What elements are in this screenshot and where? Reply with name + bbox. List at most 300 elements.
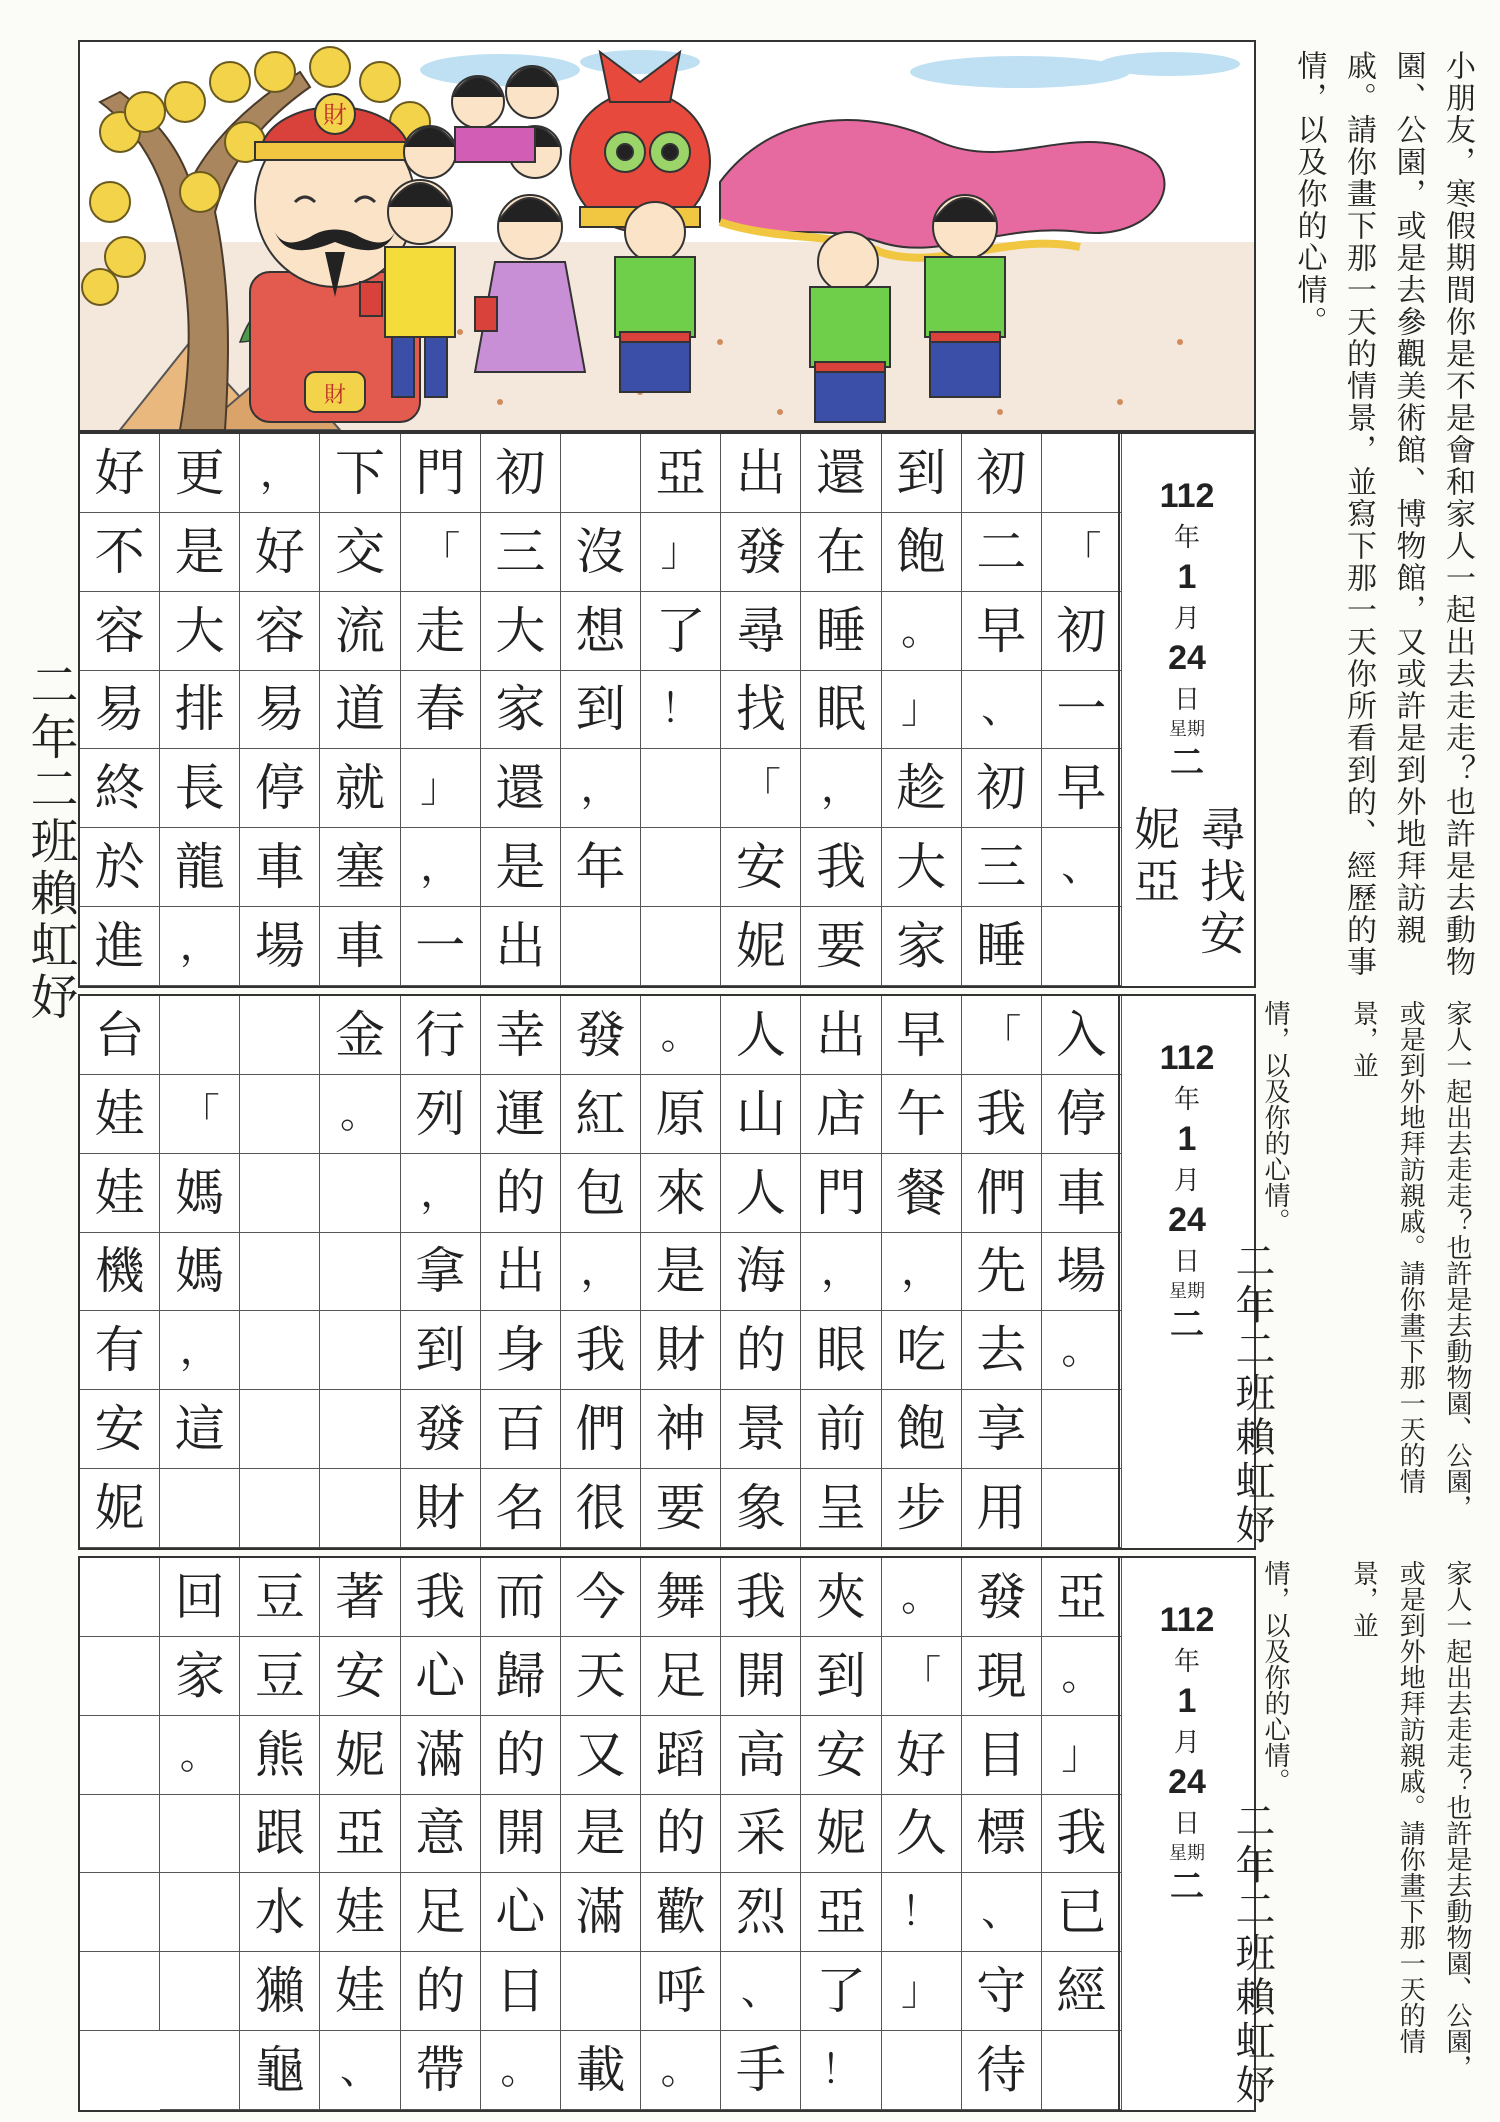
grid-cell: 身 (481, 1311, 561, 1390)
grid-cell: 的 (641, 1795, 721, 1874)
grid-cell: 停 (1042, 1075, 1122, 1154)
grid-cell (80, 1716, 160, 1795)
grid-cell: 排 (160, 671, 240, 750)
grid-cell: 夾 (801, 1558, 881, 1637)
grid-cell: 們 (561, 1390, 641, 1469)
grid-cell: 發 (561, 996, 641, 1075)
grid-cell: 用 (962, 1469, 1042, 1548)
grid-cell: 開 (721, 1637, 801, 1716)
grid-cell: 門 (801, 1154, 881, 1233)
grid-cell: 天 (561, 1637, 641, 1716)
grid-cell: ， (160, 907, 240, 986)
grid-cell: 還 (481, 749, 561, 828)
grid-cell: 尋 (721, 592, 801, 671)
grid-cell: ！ (641, 671, 721, 750)
grid-cell: 「 (962, 996, 1042, 1075)
grid-cell: 」 (1042, 1716, 1122, 1795)
grid-cell: 大 (160, 592, 240, 671)
grid-cell: 列 (401, 1075, 481, 1154)
grid-cell: 出 (721, 434, 801, 513)
date-column (1118, 434, 1254, 986)
grid-cell (561, 434, 641, 513)
grid-cell: 出 (801, 996, 881, 1075)
grid-cell: 目 (962, 1716, 1042, 1795)
grid-cell: 足 (401, 1873, 481, 1952)
date-weekday: 二 (1170, 744, 1204, 783)
grid-cell: 守 (962, 1952, 1042, 2031)
grid-cell: 場 (240, 907, 320, 986)
grid-cell: 終 (80, 749, 160, 828)
grid-cell: ， (240, 434, 320, 513)
grid-cell: 早 (882, 996, 962, 1075)
grid-cell: 要 (801, 907, 881, 986)
author-name: 二年二班賴虹妤 (22, 660, 78, 1024)
writing-panel-2 (78, 994, 1256, 1550)
grid-cell: 走 (401, 592, 481, 671)
grid-cell (80, 1637, 160, 1716)
grid-cell: 娃 (320, 1952, 400, 2031)
grid-cell: 三 (962, 828, 1042, 907)
grid-cell: 。 (882, 592, 962, 671)
grid-cell: ！ (801, 2031, 881, 2110)
grid-cell: 享 (962, 1390, 1042, 1469)
grid-cell (80, 1873, 160, 1952)
grid-cell (240, 1154, 320, 1233)
grid-cell: 、 (962, 671, 1042, 750)
grid-cell: ， (801, 749, 881, 828)
date-month-label: 月 (1173, 1164, 1200, 1195)
grid-cell: 妮 (320, 1716, 400, 1795)
ingot-character: 財 (323, 383, 347, 408)
grid-cell: 「 (721, 749, 801, 828)
grid-cell: 。 (1042, 1637, 1122, 1716)
grid-cell (240, 996, 320, 1075)
grid-cell: 神 (641, 1390, 721, 1469)
grid-cell (160, 1873, 240, 1952)
grid-cell: 蹈 (641, 1716, 721, 1795)
date-year-label: 年 (1173, 1645, 1200, 1676)
grid-cell: 吃 (882, 1311, 962, 1390)
grid-cell: 回 (160, 1558, 240, 1637)
grid-cell: 現 (962, 1637, 1042, 1716)
grid-cell: 紅 (561, 1075, 641, 1154)
grid-cell: 標 (962, 1795, 1042, 1874)
date-weekday: 二 (1170, 1868, 1204, 1907)
grid-cell (1042, 1469, 1122, 1548)
grid-cell (160, 1952, 240, 2031)
grid-cell: 早 (962, 592, 1042, 671)
grid-cell: 「 (160, 1075, 240, 1154)
grid-cell: 是 (160, 513, 240, 592)
grid-cell: 熊 (240, 1716, 320, 1795)
grid-cell: 百 (481, 1390, 561, 1469)
grid-cell: 載 (561, 2031, 641, 2110)
grid-cell: ， (401, 828, 481, 907)
grid-cell: 門 (401, 434, 481, 513)
hat-character: 財 (323, 101, 347, 129)
grid-cell: 久 (882, 1795, 962, 1874)
grid-cell: 還 (801, 434, 881, 513)
grid-cell: 要 (641, 1469, 721, 1548)
grid-cell: 手 (721, 2031, 801, 2110)
grid-cell: 山 (721, 1075, 801, 1154)
grid-cell: 我 (801, 828, 881, 907)
grid-cell (1042, 907, 1122, 986)
grid-cell: 二 (962, 513, 1042, 592)
grid-cell: 一 (401, 907, 481, 986)
date-year-label: 年 (1173, 521, 1200, 552)
grid-cell: 妮 (721, 907, 801, 986)
grid-cell: 到 (401, 1311, 481, 1390)
grid-cell: 三 (481, 513, 561, 592)
grid-cell: 。 (320, 1075, 400, 1154)
author-name: 二年二班賴虹妤 (1229, 1800, 1275, 2108)
grid-cell (561, 1952, 641, 2031)
grid-cell: 入 (1042, 996, 1122, 1075)
grid-cell (1042, 2031, 1122, 2110)
essay-title: 尋找安妮亞 (1127, 805, 1247, 962)
grid-cell: 財 (401, 1469, 481, 1548)
date-year: 112 (1159, 1039, 1215, 1077)
grid-cell: 塞 (320, 828, 400, 907)
grid-cell: 呈 (801, 1469, 881, 1548)
grid-cell: 又 (561, 1716, 641, 1795)
grid-cell: 到 (882, 434, 962, 513)
grid-cell (160, 2031, 240, 2110)
grid-cell: 。 (882, 1558, 962, 1637)
grid-cell: ， (160, 1311, 240, 1390)
grid-cell: 春 (401, 671, 481, 750)
grid-cell: 」 (882, 671, 962, 750)
grid-cell (160, 996, 240, 1075)
grid-cell: 歸 (481, 1637, 561, 1716)
grid-cell (882, 2031, 962, 2110)
grid-cell: 在 (801, 513, 881, 592)
grid-cell: 出 (481, 1233, 561, 1312)
grid-cell: 步 (882, 1469, 962, 1548)
grid-cell: 前 (801, 1390, 881, 1469)
grid-cell: 經 (1042, 1952, 1122, 2031)
grid-cell: 、 (721, 1952, 801, 2031)
grid-cell: 我 (561, 1311, 641, 1390)
grid-cell: 龜 (240, 2031, 320, 2110)
grid-cell: 發 (401, 1390, 481, 1469)
grid-cell: 我 (721, 1558, 801, 1637)
grid-cell: ！ (882, 1873, 962, 1952)
illustration-drawing (80, 42, 1254, 430)
grid-cell: 的 (401, 1952, 481, 2031)
grid-cell: 景 (721, 1390, 801, 1469)
grid-cell: 進 (80, 907, 160, 986)
date-month-label: 月 (1173, 602, 1200, 633)
grid-cell: 開 (481, 1795, 561, 1874)
grid-cell: 意 (401, 1795, 481, 1874)
date-month: 1 (1177, 557, 1197, 596)
grid-cell: 午 (882, 1075, 962, 1154)
writing-panel-1 (78, 432, 1256, 988)
grid-cell: 家 (481, 671, 561, 750)
grid-cell: 安 (320, 1637, 400, 1716)
grid-cell: 好 (240, 513, 320, 592)
date-month: 1 (1177, 1119, 1197, 1158)
grid-cell: 的 (481, 1154, 561, 1233)
grid-cell: 娃 (320, 1873, 400, 1952)
grid-cell (80, 1558, 160, 1637)
instructions-fragment: 家人一起出去走走？也許是去動物園、公園，或是到外地拜訪親戚。請你畫下那一天的情景，並 (1348, 1000, 1472, 1520)
grid-cell: 台 (80, 996, 160, 1075)
grid-cell: 足 (641, 1637, 721, 1716)
grid-cell: 出 (481, 907, 561, 986)
grid-cell: 大 (882, 828, 962, 907)
grid-cell: 車 (1042, 1154, 1122, 1233)
grid-cell: 行 (401, 996, 481, 1075)
grid-cell: ， (561, 749, 641, 828)
grid-cell: 車 (240, 828, 320, 907)
grid-cell: 我 (401, 1558, 481, 1637)
grid-cell: 今 (561, 1558, 641, 1637)
grid-cell (641, 907, 721, 986)
grid-cell: 一 (1042, 671, 1122, 750)
date-weekday-label: 星期 (1169, 1280, 1205, 1301)
grid-cell: 、 (320, 2031, 400, 2110)
date-weekday-label: 星期 (1169, 1842, 1205, 1863)
date-day: 24 (1168, 638, 1206, 677)
grid-cell: ， (801, 1233, 881, 1312)
grid-cell: 不 (80, 513, 160, 592)
grid-cell: 去 (962, 1311, 1042, 1390)
grid-cell: 豆 (240, 1558, 320, 1637)
grid-cell: 下 (320, 434, 400, 513)
grid-cell (80, 1795, 160, 1874)
grid-cell: 沒 (561, 513, 641, 592)
grid-cell (160, 1795, 240, 1874)
grid-cell: 拿 (401, 1233, 481, 1312)
grid-cell: 妮 (801, 1795, 881, 1874)
grid-cell: 原 (641, 1075, 721, 1154)
grid-cell: 發 (962, 1558, 1042, 1637)
grid-cell: 好 (882, 1716, 962, 1795)
grid-cell: 機 (80, 1233, 160, 1312)
grid-cell: 「 (401, 513, 481, 592)
writing-panel-3 (78, 1556, 1256, 2112)
grid-cell: 家 (882, 907, 962, 986)
grid-cell: 想 (561, 592, 641, 671)
grid-cell: 歡 (641, 1873, 721, 1952)
grid-cell: 車 (320, 907, 400, 986)
date-year: 112 (1159, 477, 1215, 515)
grid-cell: 是 (641, 1233, 721, 1312)
grid-cell (160, 1469, 240, 1548)
grid-cell: 滿 (401, 1716, 481, 1795)
grid-cell: 「 (1042, 513, 1122, 592)
grid-cell: ， (882, 1233, 962, 1312)
grid-cell (80, 1952, 160, 2031)
grid-cell: 采 (721, 1795, 801, 1874)
grid-cell (320, 1469, 400, 1548)
grid-cell: 滿 (561, 1873, 641, 1952)
grid-cell (240, 1469, 320, 1548)
grid-cell: 道 (320, 671, 400, 750)
date-year: 112 (1159, 1601, 1215, 1639)
writing-grid (80, 1558, 1122, 2110)
grid-cell: 來 (641, 1154, 721, 1233)
grid-cell (320, 1154, 400, 1233)
grid-cell: 早 (1042, 749, 1122, 828)
grid-cell: 飽 (882, 1390, 962, 1469)
grid-cell: 趁 (882, 749, 962, 828)
grid-cell: 初 (1042, 592, 1122, 671)
grid-cell: 很 (561, 1469, 641, 1548)
grid-cell: 已 (1042, 1873, 1122, 1952)
grid-cell: 先 (962, 1233, 1042, 1312)
grid-cell: ， (561, 1233, 641, 1312)
date-day-label: 日 (1173, 1807, 1200, 1838)
grid-cell: 我 (1042, 1795, 1122, 1874)
grid-cell: 娃 (80, 1075, 160, 1154)
grid-cell: 於 (80, 828, 160, 907)
grid-cell: 著 (320, 1558, 400, 1637)
grid-cell: 年 (561, 828, 641, 907)
grid-cell: 交 (320, 513, 400, 592)
grid-cell: 財 (641, 1311, 721, 1390)
grid-cell: 豆 (240, 1637, 320, 1716)
grid-cell: 帶 (401, 2031, 481, 2110)
grid-cell (320, 1390, 400, 1469)
grid-cell: 日 (481, 1952, 561, 2031)
grid-cell: 亞 (801, 1873, 881, 1952)
grid-cell (240, 1075, 320, 1154)
grid-cell: 」 (401, 749, 481, 828)
writing-grid (80, 434, 1122, 986)
date-year-label: 年 (1173, 1083, 1200, 1114)
grid-cell (561, 907, 641, 986)
illustration (78, 40, 1256, 432)
grid-cell: 們 (962, 1154, 1042, 1233)
grid-cell: 妮 (80, 1469, 160, 1548)
grid-cell (320, 1233, 400, 1312)
grid-cell (641, 749, 721, 828)
grid-cell: 金 (320, 996, 400, 1075)
grid-cell: 運 (481, 1075, 561, 1154)
grid-cell: 獺 (240, 1952, 320, 2031)
grid-cell: 人 (721, 1154, 801, 1233)
date-day: 24 (1168, 1762, 1206, 1801)
grid-cell: 安 (721, 828, 801, 907)
grid-cell: 易 (80, 671, 160, 750)
grid-cell: 。 (1042, 1311, 1122, 1390)
grid-cell: 待 (962, 2031, 1042, 2110)
instructions-fragment-end: 情，以及你的心情。 (1260, 1000, 1290, 1234)
grid-cell: 到 (801, 1637, 881, 1716)
grid-cell: 容 (80, 592, 160, 671)
grid-cell: 安 (801, 1716, 881, 1795)
grid-cell: 。 (481, 2031, 561, 2110)
date-day-label: 日 (1173, 683, 1200, 714)
grid-cell: 而 (481, 1558, 561, 1637)
grid-cell: 餐 (882, 1154, 962, 1233)
grid-cell: 眠 (801, 671, 881, 750)
grid-cell: 、 (962, 1873, 1042, 1952)
grid-cell: 睡 (801, 592, 881, 671)
grid-cell: 長 (160, 749, 240, 828)
grid-cell: 水 (240, 1873, 320, 1952)
grid-cell: 舞 (641, 1558, 721, 1637)
grid-cell: 停 (240, 749, 320, 828)
grid-cell: 流 (320, 592, 400, 671)
grid-cell: 象 (721, 1469, 801, 1548)
date-month-label: 月 (1173, 1726, 1200, 1757)
grid-cell: 了 (641, 592, 721, 671)
grid-cell: 有 (80, 1311, 160, 1390)
grid-cell: 睡 (962, 907, 1042, 986)
grid-cell: 眼 (801, 1311, 881, 1390)
grid-cell: 亞 (1042, 1558, 1122, 1637)
date-weekday-label: 星期 (1169, 718, 1205, 739)
grid-cell: 的 (481, 1716, 561, 1795)
grid-cell: 容 (240, 592, 320, 671)
grid-cell: 大 (481, 592, 561, 671)
grid-cell: 。 (641, 996, 721, 1075)
grid-cell (240, 1233, 320, 1312)
grid-cell: 更 (160, 434, 240, 513)
grid-cell: 龍 (160, 828, 240, 907)
grid-cell: 」 (882, 1952, 962, 2031)
grid-cell: 心 (401, 1637, 481, 1716)
grid-cell: 初 (962, 749, 1042, 828)
grid-cell: 了 (801, 1952, 881, 2031)
grid-cell: 發 (721, 513, 801, 592)
grid-cell: 幸 (481, 996, 561, 1075)
grid-cell: 媽 (160, 1154, 240, 1233)
grid-cell: 、 (1042, 828, 1122, 907)
grid-cell (1042, 1390, 1122, 1469)
grid-cell: ， (401, 1154, 481, 1233)
grid-cell: 亞 (641, 434, 721, 513)
grid-cell: 高 (721, 1716, 801, 1795)
grid-cell: 找 (721, 671, 801, 750)
grid-cell (240, 1311, 320, 1390)
date-day: 24 (1168, 1200, 1206, 1239)
grid-cell: 初 (962, 434, 1042, 513)
grid-cell: 娃 (80, 1154, 160, 1233)
writing-grid (80, 996, 1122, 1548)
grid-cell: 心 (481, 1873, 561, 1952)
date-day-label: 日 (1173, 1245, 1200, 1276)
date-weekday: 二 (1170, 1306, 1204, 1345)
grid-cell: 飽 (882, 513, 962, 592)
grid-cell: 烈 (721, 1873, 801, 1952)
instructions-fragment-end: 情，以及你的心情。 (1260, 1560, 1290, 1794)
grid-cell: 就 (320, 749, 400, 828)
grid-cell: 媽 (160, 1233, 240, 1312)
grid-cell: 到 (561, 671, 641, 750)
author-name: 二年二班賴虹妤 (1229, 1240, 1275, 1548)
grid-cell: 店 (801, 1075, 881, 1154)
grid-cell: 呼 (641, 1952, 721, 2031)
grid-cell: 名 (481, 1469, 561, 1548)
grid-cell: 是 (481, 828, 561, 907)
grid-cell: 人 (721, 996, 801, 1075)
instructions-text: 小朋友，寒假期間你是不是會和家人一起出去走走？也許是去動物園、公園，或是去參觀美術館、博物館，又或許是到外地拜訪親戚。請你畫下那一天的情景，並寫下那一天你所看到的、經歷的事情，以及你的心情。 (1291, 50, 1475, 978)
grid-cell: 安 (80, 1390, 160, 1469)
grid-cell: 場 (1042, 1233, 1122, 1312)
grid-cell: 的 (721, 1311, 801, 1390)
grid-cell: 初 (481, 434, 561, 513)
grid-cell: 易 (240, 671, 320, 750)
grid-cell: 海 (721, 1233, 801, 1312)
grid-cell (320, 1311, 400, 1390)
grid-cell (1042, 434, 1122, 513)
